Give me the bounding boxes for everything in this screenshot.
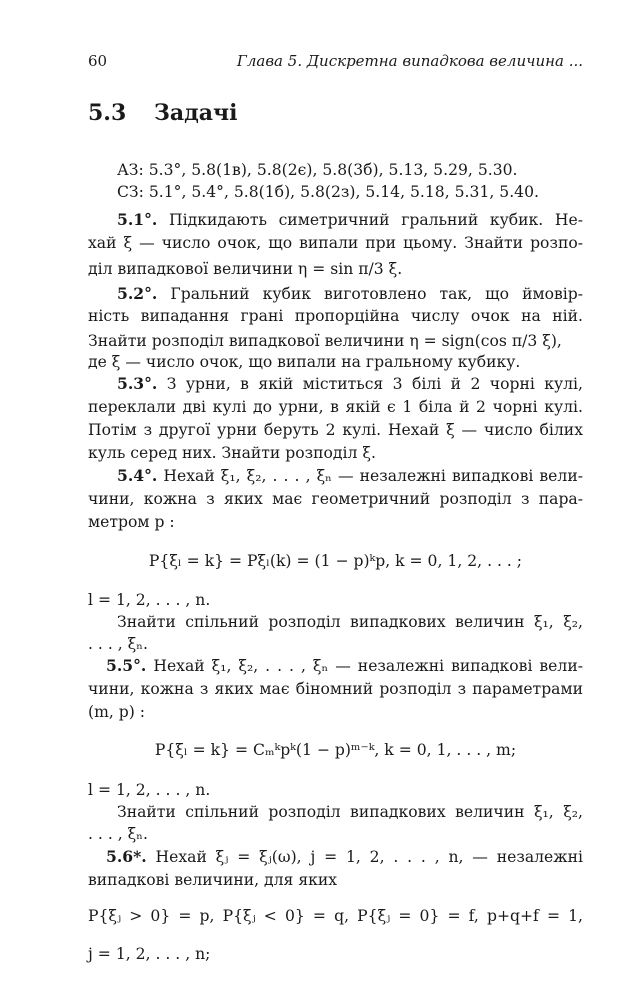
problem-5-1-line-3: діл випадкової величини η = sin π/3 ξ.	[88, 260, 403, 278]
problem-5-5-question: Знайти спільний розподіл випадкових величин ξ₁, ξ₂,	[117, 803, 583, 821]
section-number: 5.3	[88, 100, 127, 126]
problem-5-5-line-3: (m, p) :	[88, 703, 146, 721]
problem-5-4-line-3: метром p :	[88, 513, 175, 531]
problem-5-3-line-3: Потім з другої урни беруть 2 кулі. Нехай ξ — число білих	[88, 421, 583, 439]
problem-5-4-index-range: l = 1, 2, . . . , n.	[88, 591, 211, 609]
problem-number: 5.2°.	[117, 284, 158, 303]
page-number: 60	[88, 52, 108, 70]
assignment-sz: СЗ: 5.1°, 5.4°, 5.8(1б), 5.8(2з), 5.14, 5.18, 5.31, 5.40.	[117, 183, 539, 201]
problem-5-5-line-1: 5.5°. Нехай ξ₁, ξ₂, . . . , ξₙ — незалежні випадкові вели-	[106, 656, 583, 675]
assignment-az: АЗ: 5.3°, 5.8(1в), 5.8(2є), 5.8(3б), 5.13, 5.29, 5.30.	[117, 161, 518, 179]
problem-number: 5.4°.	[117, 466, 158, 485]
formula-sign-probabilities: P{ξⱼ > 0} = p, P{ξⱼ < 0} = q, P{ξⱼ = 0} = f, p+q+f = 1,	[88, 907, 583, 925]
problem-5-3-line-4: куль серед них. Знайти розподіл ξ.	[88, 444, 376, 462]
formula-binomial: P{ξₗ = k} = Cₘᵏpᵏ(1 − p)ᵐ⁻ᵏ, k = 0, 1, . . . , m;	[154, 741, 517, 759]
problem-5-2-line-2: ність випадання грані пропорційна числу очок на ній.	[88, 307, 583, 325]
problem-5-1-line-2: хай ξ — число очок, що випали при цьому. Знайти розпо-	[88, 234, 583, 252]
problem-5-6-line-1: 5.6*. Нехай ξⱼ = ξⱼ(ω), j = 1, 2, . . . , n, — незалежні	[106, 847, 583, 866]
problem-5-2-line-1: 5.2°. Гральний кубик виготовлено так, що ймовір-	[117, 284, 583, 303]
problem-5-4-question: Знайти спільний розподіл випадкових величин ξ₁, ξ₂,	[117, 613, 583, 631]
problem-5-3-line-1: 5.3°. З урни, в якій міститься 3 білі й 2 чорні кулі,	[117, 374, 583, 393]
problem-5-6-index-range: j = 1, 2, . . . , n;	[88, 945, 211, 963]
problem-5-5-line-2: чини, кожна з яких має біномний розподіл з параметрами	[88, 680, 583, 698]
problem-number: 5.6*.	[106, 847, 147, 866]
running-title: Глава 5. Дискретна випадкова величина ...	[236, 52, 583, 70]
problem-5-4-line-2: чини, кожна з яких має геометричний розподіл з пара-	[88, 490, 583, 508]
problem-5-4-question-end: . . . , ξₙ.	[88, 635, 148, 653]
problem-5-5-question-end: . . . , ξₙ.	[88, 825, 148, 843]
problem-5-4-line-1: 5.4°. Нехай ξ₁, ξ₂, . . . , ξₙ — незалежні випадкові вели-	[117, 466, 583, 485]
problem-5-1-line-1: 5.1°. Підкидають симетричний гральний кубик. Не-	[117, 210, 584, 229]
problem-5-3-line-2: переклали дві кулі до урни, в якій є 1 біла й 2 чорні кулі.	[88, 398, 583, 416]
problem-5-6-line-2: випадкові величини, для яких	[88, 871, 338, 889]
section-title: Задачі	[154, 100, 238, 126]
problem-5-2-line-3: Знайти розподіл випадкової величини η = sign(cos π/3 ξ),	[88, 332, 562, 350]
problem-number: 5.3°.	[117, 374, 158, 393]
problem-number: 5.1°.	[117, 210, 158, 229]
problem-5-5-index-range: l = 1, 2, . . . , n.	[88, 781, 211, 799]
problem-number: 5.5°.	[106, 656, 147, 675]
formula-geometric: P{ξₗ = k} = Pξₗ(k) = (1 − p)ᵏp, k = 0, 1, 2, . . . ;	[148, 552, 523, 570]
problem-5-2-line-4: де ξ — число очок, що випали на гральному кубику.	[88, 353, 521, 371]
section-heading	[88, 100, 238, 126]
